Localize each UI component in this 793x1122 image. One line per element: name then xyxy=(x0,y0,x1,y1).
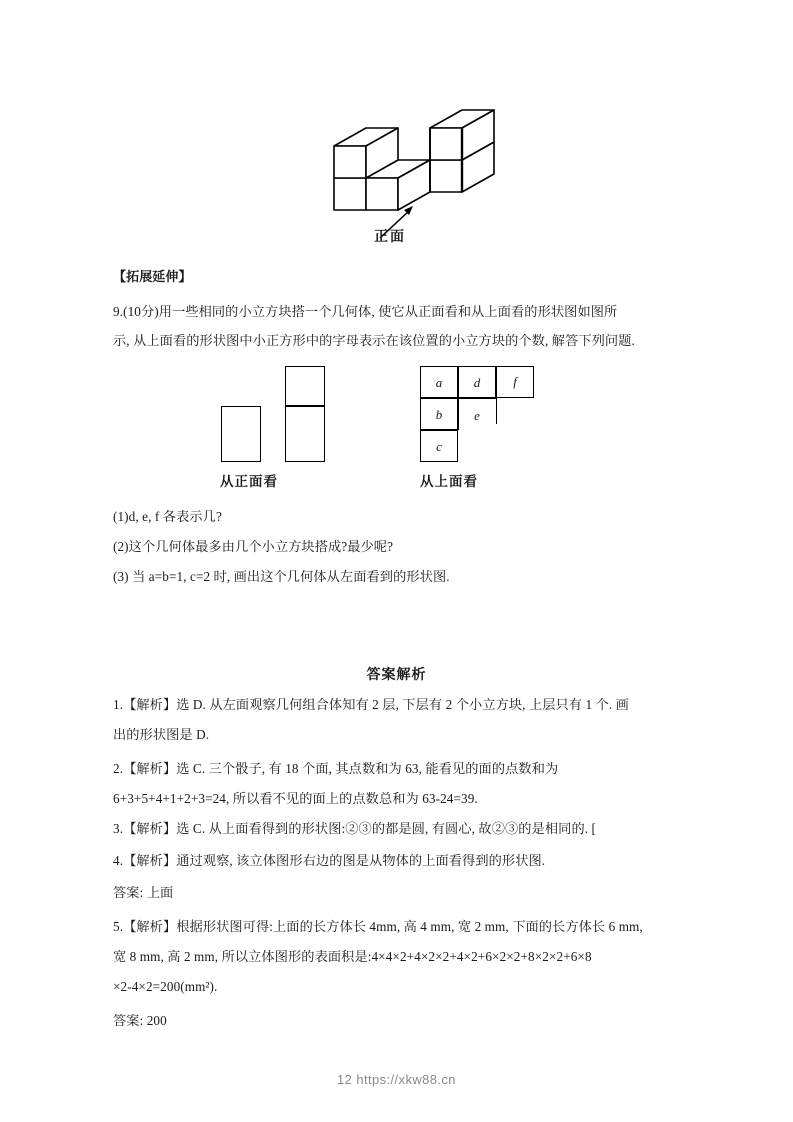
front-view-cell-bottom-left xyxy=(221,406,261,462)
top-view-letter-a: a xyxy=(435,375,443,390)
cube-diagram-svg xyxy=(318,98,498,258)
expand-section-heading: 【拓展延伸】 xyxy=(113,269,192,284)
front-view-cell-top-right xyxy=(285,366,325,406)
top-view-letter-e: e xyxy=(474,408,480,423)
answer-5-line-1: 5.【解析】根据形状图可得:上面的长方体长 4mm, 高 4 mm, 宽 2 mm, 下面的长方体长 6 mm, xyxy=(113,919,643,934)
answer-5-result: 答案: 200 xyxy=(113,1013,167,1028)
top-view-letter-d: d xyxy=(473,375,481,390)
sub-question-3: (3) 当 a=b=1, c=2 时, 画出这个几何体从左面看到的形状图. xyxy=(113,569,450,584)
answer-4-result: 答案: 上面 xyxy=(113,885,174,900)
top-view-stray-tick xyxy=(496,398,497,424)
top-view-diagram xyxy=(420,362,620,467)
answer-4-line-1: 4.【解析】通过观察, 该立体图形右边的图是从物体的上面看得到的形状图. xyxy=(113,853,546,868)
answer-1-line-1: 1.【解析】选 D. 从左面观察几何组合体知有 2 层, 下层有 2 个小立方块, 上层只有 1 个. 画 xyxy=(113,697,629,712)
top-view-letter-b: b xyxy=(435,407,443,422)
page-footer: 12 https://xkw88.cn xyxy=(337,1072,456,1087)
front-view-diagram xyxy=(110,362,370,467)
question-9-line-1: 9.(10分)用一些相同的小立方块搭一个几何体, 使它从正面看和从上面看的形状图如图所 xyxy=(113,304,618,319)
answer-5-line-3: ×2-4×2=200(mm²). xyxy=(113,979,218,994)
isometric-cube-figure xyxy=(318,98,498,258)
answer-2-line-2: 6+3+5+4+1+2+3=24, 所以看不见的面上的点数总和为 63-24=39. xyxy=(113,791,478,806)
front-view-cell-bottom-right xyxy=(285,406,325,462)
answers-section-title: 答案解析 xyxy=(366,666,427,682)
front-view-caption: 从正面看 xyxy=(220,474,278,489)
sub-question-2: (2)这个几何体最多由几个小立方块搭成?最少呢? xyxy=(113,539,394,554)
question-9-line-2: 示, 从上面看的形状图中小正方形中的字母表示在该位置的小立方块的个数, 解答下列问题. xyxy=(113,333,635,348)
top-view-letter-f: f xyxy=(513,374,517,389)
top-view-caption: 从上面看 xyxy=(420,474,478,489)
shape-view-diagrams xyxy=(110,362,690,487)
answer-2-line-1: 2.【解析】选 C. 三个骰子, 有 18 个面, 其点数和为 63, 能看见的面的点数和为 xyxy=(113,761,559,776)
answer-5-line-2: 宽 8 mm, 高 2 mm, 所以立体图形的表面积是:4×4×2+4×2×2+4×2+6×2×2+8×2×2+6×8 xyxy=(113,949,592,964)
sub-question-1: (1)d, e, f 各表示几? xyxy=(113,509,222,524)
answer-3-line-1: 3.【解析】选 C. 从上面看得到的形状图:②③的都是圆, 有圆心, 故②③的是相同的. [ xyxy=(113,821,597,836)
top-view-letter-c: c xyxy=(436,439,442,454)
front-face-label: 正面 xyxy=(374,228,406,244)
answer-1-line-2: 出的形状图是 D. xyxy=(113,727,210,742)
